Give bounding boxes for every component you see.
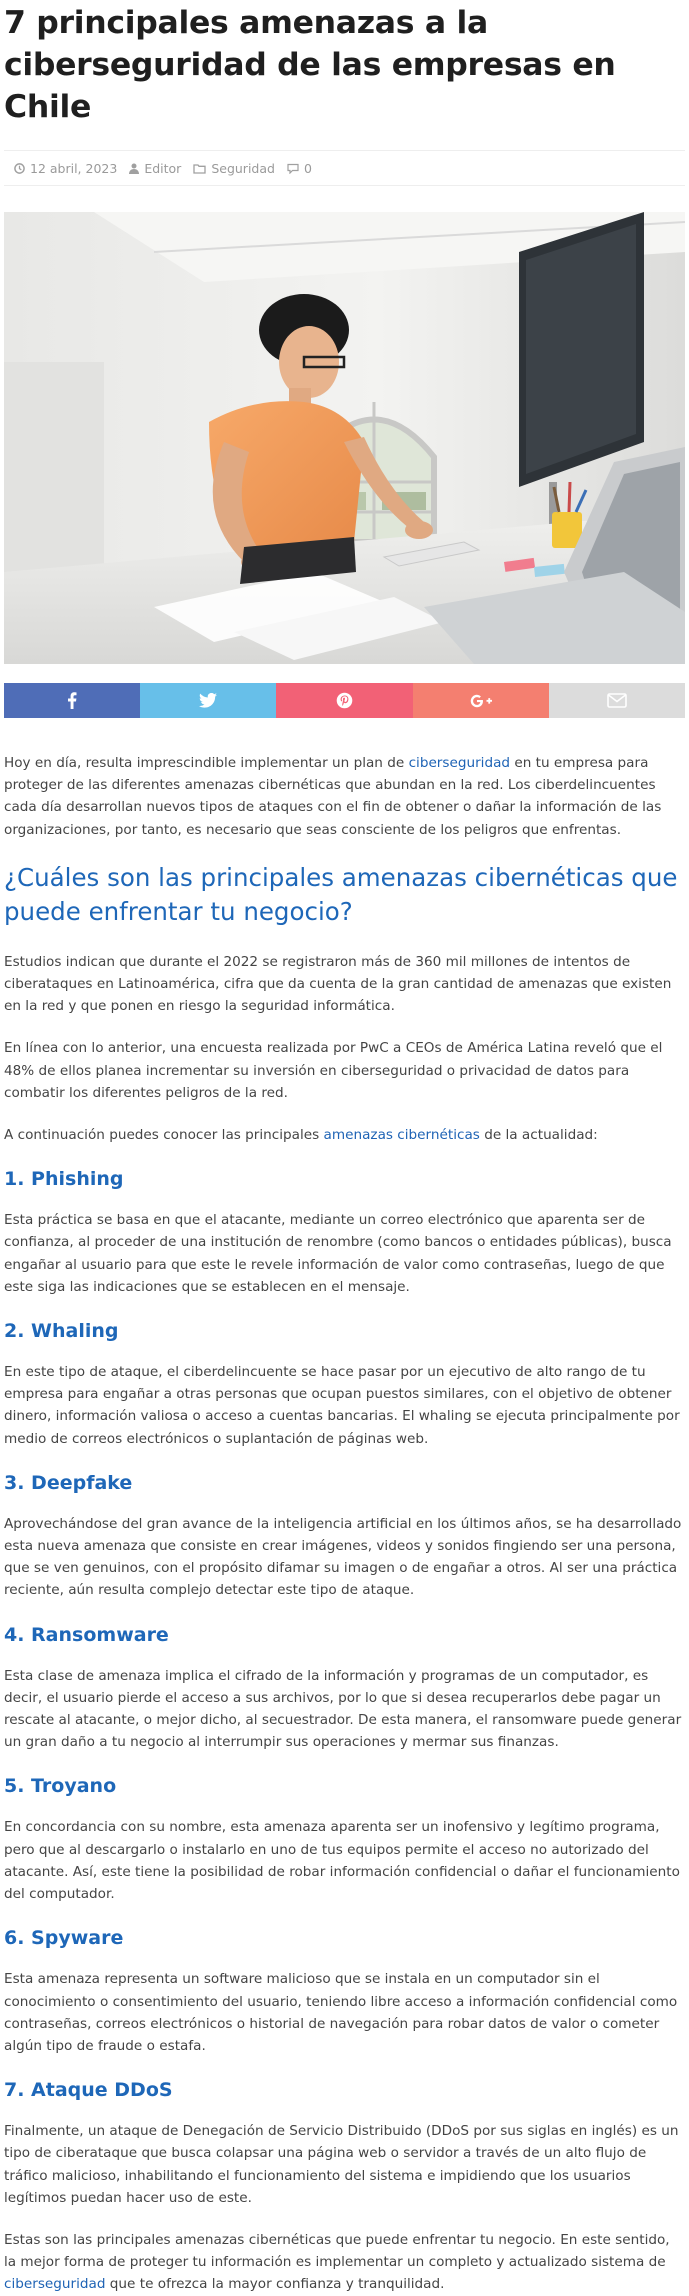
threat-text: Esta práctica se basa en que el atacante, mediante un correo electrónico que aparenta ser de confianza, al proceder de una institución de renombre (como bancos o entidades públicas), busca engañar al usuario para que este le revele información de valor como contraseñas, luego de que este siga las indicaciones que se establecen en el mensaje. — [4, 1212, 672, 1295]
article-body — [4, 752, 685, 2296]
share-twitter-button[interactable] — [140, 683, 276, 718]
threat-text: Finalmente, un ataque de Denegación de Servicio Distribuido (DDoS por sus siglas en inglés) es un tipo de ciberataque que busca colapsar una página web o servidor a través de un alto flujo de tráfico malicioso, inhabilitando el funcionamiento del sistema e impidiendo que los usuarios legítimos puedan hacer uso de este. — [4, 2123, 679, 2206]
intro-paragraph: Hoy en día, resulta imprescindible implementar un plan de ciberseguridad en tu empresa para proteger de las diferentes amenazas cibernéticas que abundan en la red. Los ciberdelincuentes cada día desarrollan nuevos tipos de ataques con el fin de obtener o dañar la información de las organizaciones, por tanto, es necesario que seas consciente de los peligros que enfrentas. — [4, 755, 662, 838]
share-pinterest-button[interactable] — [276, 683, 412, 718]
threat-text: En concordancia con su nombre, esta amenaza aparenta ser un inofensivo y legítimo programa, pero que al descargarlo o instalarlo en uno de tus equipos permite el acceso no autorizado del atacante. Así, este tiene la posibilidad de robar información confidencial o dañar el funcionamiento del computador. — [4, 1819, 680, 1903]
threat-heading: 7. Ataque DDoS — [4, 2079, 173, 2102]
meta-author-text: Editor — [144, 160, 182, 176]
meta-date — [14, 161, 117, 176]
twitter-icon — [199, 693, 217, 708]
google-plus-icon — [470, 694, 492, 708]
threat-heading: 1. Phishing — [4, 1168, 124, 1191]
folder-icon — [193, 163, 206, 174]
section-heading: ¿Cuáles son las principales amenazas cibernéticas que puede enfrentar tu negocio? — [4, 862, 678, 926]
threat-text: Esta clase de amenaza implica el cifrado de la información y programas de un computador, es decir, el usuario pierde el acceso a sus archivos, por lo que si desea recuperarlos debe pagar un rescate al atacante, o mejor dicho, al secuestrador. De esta manera, el ransomware puede generar un gran daño a tu negocio al interrumpir sus operaciones y mermar sus finanzas. — [4, 1667, 682, 1751]
comment-icon — [287, 163, 299, 174]
meta-comments-count: 0 — [303, 160, 312, 176]
threat-text: Esta amenaza representa un software malicioso que se instala en un computador sin el conocimiento o consentimiento del usuario, teniendo libre acceso a información confidencial como contraseñas, correos electrónicos o historial de navegación para robar datos de valor o cometer algún tipo de fraude o estafa. — [4, 1971, 678, 2054]
meta-category-text: Seguridad — [211, 160, 275, 176]
threat-heading: 3. Deepfake — [4, 1471, 133, 1494]
threat-heading: 4. Ransomware — [4, 1623, 169, 1646]
paragraph-statistics: Estudios indican que durante el 2022 se registraron más de 360 mil millones de intentos de ciberataques en Latinoamérica, cifra que da cuenta de la gran cantidad de amenazas que existen en la red y que ponen en riesgo la seguridad informática. — [4, 953, 672, 1015]
facebook-icon — [67, 692, 77, 709]
share-email-button[interactable] — [549, 683, 685, 718]
meta-author[interactable] — [129, 161, 181, 176]
paragraph-survey: En línea con lo anterior, una encuesta realizada por PwC a CEOs de América Latina reveló que el 48% de ellos planea incrementar su inversión en ciberseguridad o privacidad de datos para combatir los diferentes peligros de la red. — [4, 1040, 663, 1101]
email-icon — [607, 693, 627, 708]
threat-text: Aprovechándose del gran avance de la inteligencia artificial en los últimos años, se ha desarrollado esta nueva amenaza que consiste en crear imágenes, videos y sonidos fingiendo ser una persona, que se ven genuinos, con el propósito difamar su imagen o de engañar a otros. Al ser una práctica reciente, aún resulta complejo detectar este tipo de ataque. — [4, 1515, 682, 1599]
amenazas-link[interactable]: amenazas cibernéticas — [323, 1127, 480, 1144]
share-bar — [4, 683, 685, 718]
meta-comments[interactable] — [287, 161, 312, 176]
share-google-plus-button[interactable] — [413, 683, 549, 718]
article-title: 7 principales amenazas a la ciberseguridad de las empresas en Chile — [4, 5, 616, 125]
threat-heading: 2. Whaling — [4, 1320, 119, 1343]
clock-icon — [14, 163, 25, 174]
ciberseguridad-link[interactable]: ciberseguridad — [408, 755, 511, 771]
threat-heading: 5. Troyano — [4, 1775, 117, 1798]
meta-date-text: 12 abril, 2023 — [30, 160, 118, 176]
user-icon — [129, 163, 139, 174]
closing-paragraph: Estas son las principales amenazas cibernéticas que puede enfrentar tu negocio. En este sentido, la mejor forma de proteger tu información es implementar un completo y actualizado sistema de ciberseguridad que te ofrezca la mayor confianza y tranquilidad. — [4, 2231, 670, 2293]
paragraph-intro-list: A continuación puedes conocer las principales amenazas cibernéticas de la actualidad: — [4, 1127, 598, 1144]
meta-category[interactable] — [193, 161, 275, 176]
threat-heading: 6. Spyware — [4, 1927, 124, 1950]
share-facebook-button[interactable] — [4, 683, 140, 718]
threat-text: En este tipo de ataque, el ciberdelincuente se hace pasar por un ejecutivo de alto rango de tu empresa para engañar a otras personas que ocupan puestos similares, con el objetivo de obtener dinero, información valiosa o acceso a cuentas bancarias. El whaling se ejecuta principalmente por medio de correos electrónicos o suplantación de páginas web. — [4, 1364, 680, 1447]
hero-image — [4, 212, 685, 664]
ciberseguridad-link-closing[interactable]: ciberseguridad — [4, 2276, 106, 2293]
post-meta — [4, 150, 685, 186]
pinterest-icon — [336, 692, 353, 709]
